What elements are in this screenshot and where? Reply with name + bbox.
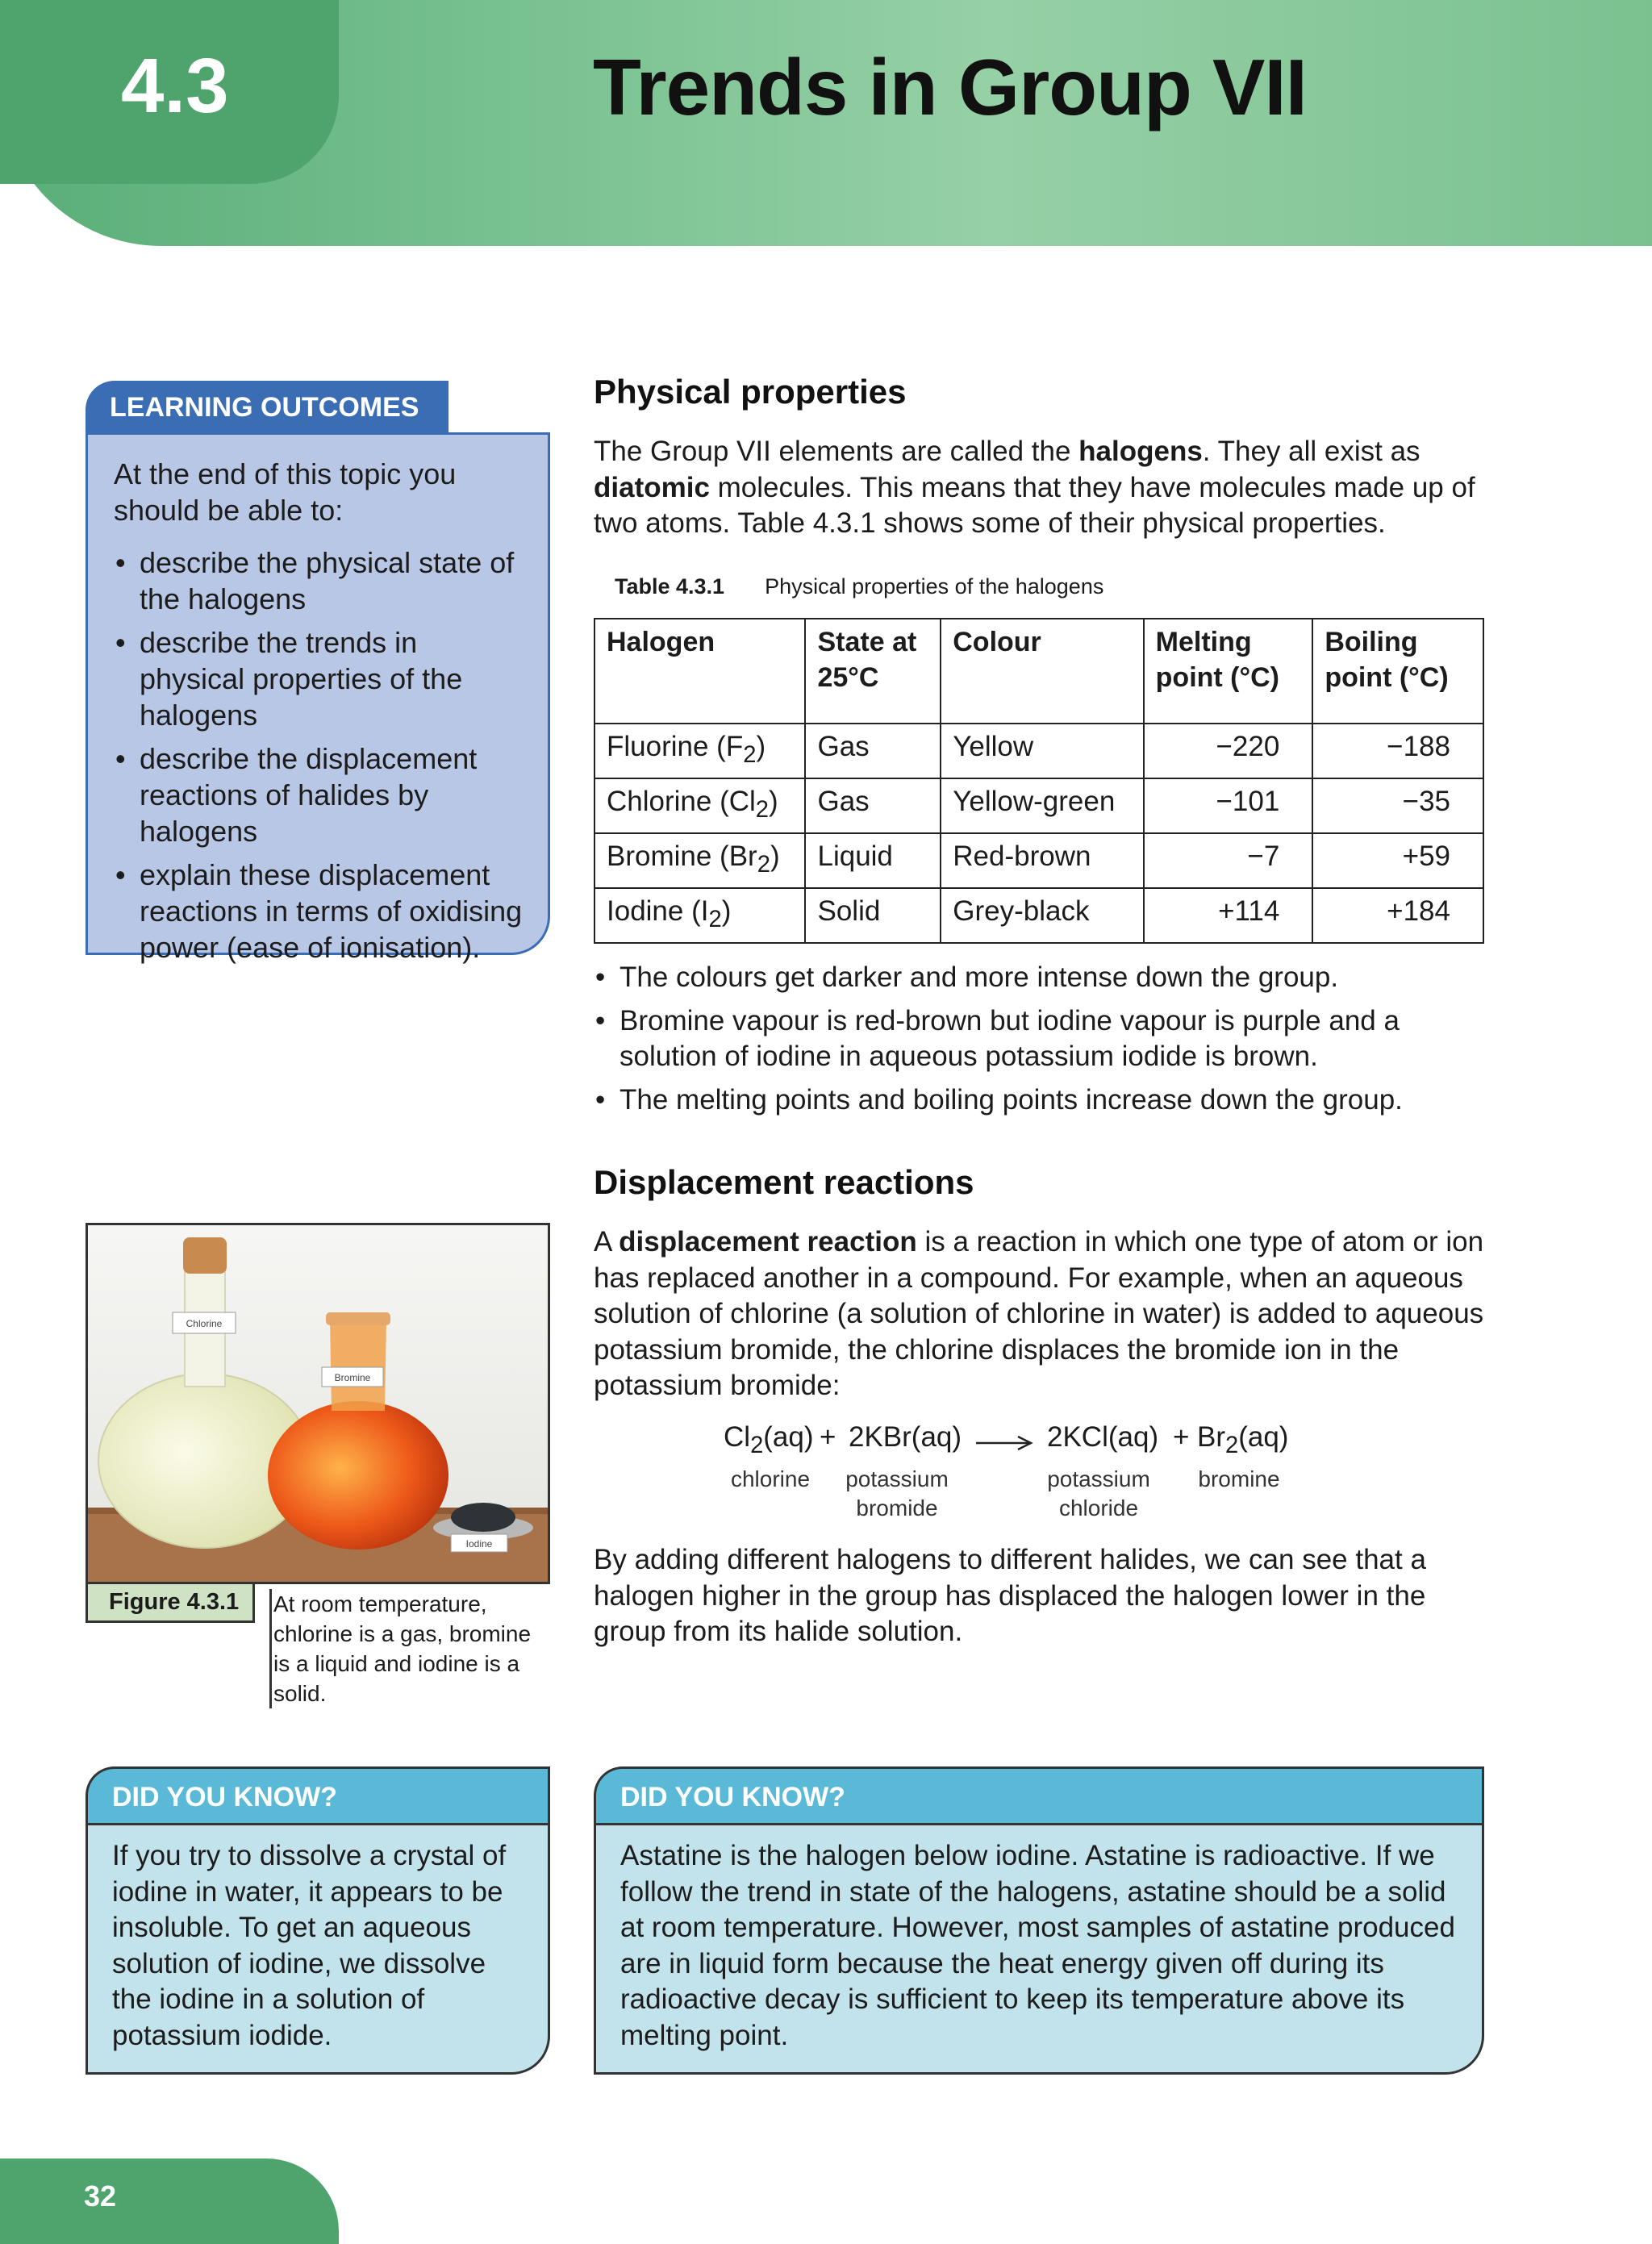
melting-point-cell: +114 (1144, 888, 1313, 943)
text-run: . They all exist as (1202, 436, 1420, 467)
equation-product-bromine (1197, 1421, 1288, 1459)
did-you-know-box-right: Astatine is the halogen below iodine. Astatine is radioactive. If we follow the trend in state of the halogens, astatine should be a solid at room temperature. However, most samples of astatine produced are in liquid form because the heat energy given off during its radioactive decay is sufficient to keep its temperature above its melting point. (594, 1823, 1484, 2075)
melting-point-cell: −220 (1144, 724, 1313, 778)
did-you-know-box-left: If you try to dissolve a crystal of iodine in water, it appears to be insoluble. To get an aqueous solution of iodine, we dissolve the iodine in a solution of potassium iodide. (86, 1823, 550, 2075)
list-item: • Bromine vapour is red-brown but iodine vapour is purple and a solution of iodine in aqueous potassium iodide is brown. (594, 1003, 1497, 1075)
subscript: 2 (708, 907, 722, 932)
table-caption (615, 574, 1103, 599)
table-row (594, 833, 1483, 888)
text-run: ) (721, 895, 732, 927)
column-header: Boiling point (°C) (1312, 619, 1483, 724)
list-item: • explain these displacement reactions in terms of oxidising power (ease of ionisation). (114, 857, 525, 966)
melting-point-cell: −7 (1144, 833, 1313, 888)
equation-label (841, 1465, 953, 1523)
equation-label: chlorine (730, 1466, 811, 1491)
text-run: potassium (1047, 1466, 1150, 1491)
term-displacement-reaction: displacement reaction (619, 1226, 917, 1258)
boiling-point-cell: −35 (1312, 778, 1483, 833)
equation-plus: + (1173, 1421, 1190, 1453)
learning-outcomes-list (114, 544, 525, 966)
list-item: • The melting points and boiling points increase down the group. (594, 1082, 1497, 1119)
halogen-cell (594, 724, 805, 778)
state-cell: Gas (805, 778, 941, 833)
subscript: 2 (750, 1433, 764, 1458)
table-label: Table 4.3.1 (615, 574, 725, 599)
boiling-point-cell: −188 (1312, 724, 1483, 778)
learning-outcomes-box (86, 432, 550, 964)
displacement-heading: Displacement reactions (594, 1163, 974, 1201)
page-title: Trends in Group VII (593, 43, 1307, 131)
text-run: (aq) (1238, 1421, 1289, 1453)
table-row (594, 778, 1483, 833)
melting-point-cell: −101 (1144, 778, 1313, 833)
table-row (594, 724, 1483, 778)
halogen-name: Iodine (I (607, 895, 709, 927)
physical-properties-paragraph (594, 434, 1497, 542)
halogen-cell (594, 888, 805, 943)
iodine-tag: Iodine (465, 1538, 493, 1550)
colour-cell: Red-brown (941, 833, 1143, 888)
column-header: Halogen (594, 619, 805, 724)
subscript: 2 (743, 742, 757, 768)
text-run: bromide (856, 1495, 938, 1520)
reaction-arrow-icon (976, 1434, 1034, 1452)
equation-reactant-chlorine (724, 1421, 814, 1459)
table-caption-text: Physical properties of the halogens (765, 574, 1104, 599)
subscript: 2 (1225, 1433, 1239, 1458)
equation-reactant-kbr: 2KBr(aq) (849, 1421, 962, 1453)
halogen-cell (594, 833, 805, 888)
learning-outcomes-intro: At the end of this topic you should be able to: (114, 457, 457, 527)
colour-cell: Grey-black (941, 888, 1143, 943)
colour-cell: Yellow (941, 724, 1143, 778)
trend-bullets (594, 960, 1497, 1125)
subscript: 2 (755, 797, 769, 823)
halogen-name: Bromine (Br (607, 840, 757, 872)
term-diatomic: diatomic (594, 471, 710, 503)
state-cell: Solid (805, 888, 941, 943)
equation-label (1042, 1465, 1155, 1523)
list-item: • describe the trends in physical properties of the halogens (114, 624, 525, 733)
halogen-name: Fluorine (F (607, 731, 744, 762)
text-run: Br (1197, 1421, 1225, 1453)
section-number: 4.3 (121, 43, 229, 129)
table-header-row (594, 619, 1483, 724)
equation-label: bromine (1198, 1466, 1280, 1491)
equation-plus: + (820, 1421, 836, 1453)
did-you-know-heading: DID YOU KNOW? (86, 1766, 550, 1823)
displacement-paragraph (594, 1224, 1497, 1404)
subscript: 2 (757, 852, 770, 878)
flask-illustration (88, 1225, 548, 1582)
text-run: molecules. This means that they have molecules made up of two atoms. Table 4.3.1 shows some of their physical properties. (594, 471, 1475, 539)
table-row (594, 888, 1483, 943)
footer-tab (0, 2158, 339, 2244)
halogen-name: Chlorine (Cl (607, 786, 756, 817)
chlorine-tag: Chlorine (186, 1318, 223, 1329)
text-run: ) (756, 731, 766, 762)
text-run: (aq) (763, 1421, 814, 1453)
state-cell: Liquid (805, 833, 941, 888)
text-run: is a reaction in which one type of atom or ion has replaced another in a compound. For example, when an aqueous solution of chlorine (a solution of chlorine in water) is added to aqueous potassium bromide, the chlorine displaces the bromide ion in the potassium bromide: (594, 1226, 1484, 1401)
state-cell: Gas (805, 724, 941, 778)
figure-caption: At room temperature, chlorine is a gas, bromine is a liquid and iodine is a solid. (269, 1589, 548, 1708)
figure-label: Figure 4.3.1 (86, 1584, 255, 1623)
did-you-know-heading: DID YOU KNOW? (594, 1766, 1484, 1823)
text-run: A (594, 1226, 620, 1258)
equation-product-kcl: 2KCl(aq) (1047, 1421, 1159, 1453)
column-header: State at 25°C (805, 619, 941, 724)
list-item: • describe the physical state of the halogens (114, 544, 525, 617)
text-run: potassium (845, 1466, 949, 1491)
column-header: Melting point (°C) (1144, 619, 1313, 724)
halogen-properties-table (594, 618, 1484, 944)
displacement-conclusion: By adding different halogens to different halides, we can see that a halogen higher in the group has displaced the halogen lower in the group from its halide solution. (594, 1544, 1426, 1647)
halogen-flasks-photo (86, 1223, 550, 1584)
boiling-point-cell: +59 (1312, 833, 1483, 888)
text-run: ) (770, 840, 780, 872)
list-item: • describe the displacement reactions of halides by halogens (114, 740, 525, 849)
halogen-cell (594, 778, 805, 833)
text-run: Cl (724, 1421, 751, 1453)
colour-cell: Yellow-green (941, 778, 1143, 833)
column-header: Colour (941, 619, 1143, 724)
bromine-tag: Bromine (334, 1372, 371, 1383)
list-item: • The colours get darker and more intense down the group. (594, 960, 1497, 996)
physical-properties-heading: Physical properties (594, 373, 907, 411)
text-run: ) (769, 786, 778, 817)
page-number: 32 (84, 2179, 117, 2213)
learning-outcomes-heading: LEARNING OUTCOMES (86, 381, 448, 432)
text-run: The Group VII elements are called the (594, 436, 1079, 467)
text-run: chloride (1058, 1495, 1139, 1520)
boiling-point-cell: +184 (1312, 888, 1483, 943)
term-halogens: halogens (1078, 436, 1203, 467)
